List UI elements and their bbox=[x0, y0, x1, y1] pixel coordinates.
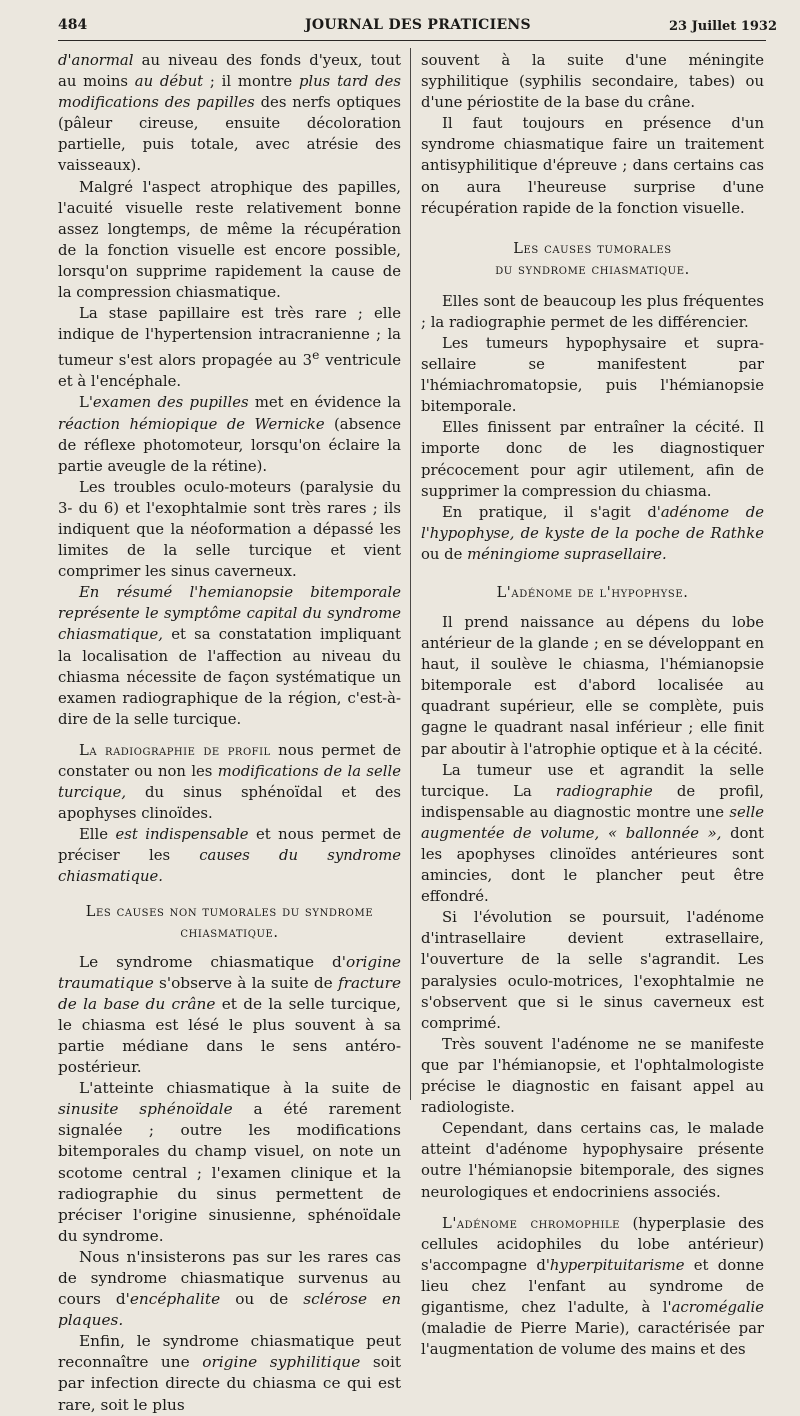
page-number: 484 bbox=[58, 17, 88, 33]
inline-heading: La radiographie de profil bbox=[79, 741, 271, 759]
paragraph: Les troubles oculo-moteurs (paralysie du 3- du 6) et l'exophtalmie sont très rares ; ils indiquent que la néoformation a dépassé les limites de la selle turcique et vient comprimer les sinus caverneux. bbox=[58, 478, 401, 581]
paragraph: Elles finissent par entraîner la cécité. Il importe donc de les diagnostiquer précocement pour agir utilement, afin de supprimer la compression du chiasma. bbox=[421, 419, 764, 500]
column-divider bbox=[410, 48, 411, 1100]
paragraph: Malgré l'aspect atrophique des papilles, l'acuité visuelle reste relativement bonne assez longtemps, de même la récupération de la fonction visuelle est encore possible, lorsqu'on supprime rapidement la cause de la compression chiasmatique. bbox=[58, 178, 401, 302]
paragraph: L'examen des pupilles met en évidence la réaction hémiopique de Wernicke (absence de réflexe photomoteur, lorsqu'on éclaire la partie aveugle de la rétine). bbox=[58, 394, 401, 475]
paragraph: Si l'évolution se poursuit, l'adénome d'intrasellaire devient extrasellaire, l'ouverture de la selle s'agrandit. Les paralysies oculo-motrices, l'exophtalmie ne s'observent que si le sinus caverneux est comprimé. bbox=[421, 909, 764, 1032]
paragraph: Cependant, dans certains cas, le malade atteint d'adénome hypophysaire présente outre l'hémianopsie bitemporale, des signes neurologiques et endocriniens associés. bbox=[421, 1120, 764, 1201]
paragraph: La radiographie de profil nous permet de constater ou non les modifications de la selle turcique, du sinus sphénoïdal et des apophyses clinoïdes. bbox=[58, 741, 401, 823]
inline-heading: L'adénome chromophile bbox=[442, 1214, 620, 1232]
paragraph: Il prend naissance au dépens du lobe antérieur de la glande ; en se développant en haut, il soulève le chiasma, l'hémianopsie bitemporale est d'abord localisée au quadrant supérieur, elle se complète, puis gagne le quadrant nasal inférieur ; elle finit par aboutir à l'atrophie optique et à la cécité. bbox=[421, 613, 764, 758]
paragraph: Le syndrome chiasmatique d'origine traumatique s'observe à la suite de fracture de la base du crâne et de la selle turcique, le chiasma est lésé le plus souvent à sa partie médiane dans le sens antéro-postérieur. bbox=[58, 952, 401, 1077]
header-rule bbox=[58, 40, 766, 41]
paragraph: La tumeur use et agrandit la selle turcique. La radiographie de profil, indispensable au diagnostic montre une selle augmentée de volume, « ballonnée », dont les apophyses clinoïdes antérieures sont amincies, dont le plancher peut être effondré. bbox=[421, 761, 765, 906]
paragraph: Enfin, le syndrome chiasmatique peut reconnaître une origine syphilitique soit par infection directe du chiasma ce qui est rare, soit le plus bbox=[58, 1332, 401, 1414]
right-column bbox=[421, 50, 764, 1360]
paragraph: En résumé l'hemianopsie bitemporale représente le symptôme capital du syndrome chiasmatique, et sa constatation impliquant la localisation de l'affection au niveau du chiasma nécessite de façon systématique un examen radiographique de la région, c'est-à-dire de la selle turcique. bbox=[58, 584, 401, 728]
running-header bbox=[0, 0, 800, 40]
journal-title: JOURNAL DES PRATICIENS bbox=[305, 17, 531, 33]
paragraph: souvent à la suite d'une méningite syphilitique (syphilis secondaire, tabes) ou d'une périostite de la base du crâne. bbox=[421, 52, 764, 112]
paragraph: L'adénome chromophile (hyperplasie des cellules acidophiles du lobe antérieur) s'accompagne d'hyperpituitarisme et donne lieu chez l'enfant au syndrome de gigantisme, chez l'adulte, à l'acromégalie (maladie de Pierre Marie), caractérisée par l'augmentation de volume des mains et des bbox=[421, 1214, 764, 1359]
paragraph: Nous n'insisterons pas sur les rares cas de syndrome chiasmatique survenus au cours d'encéphalite ou de sclérose en plaques. bbox=[58, 1247, 401, 1330]
paragraph: L'atteinte chiasmatique à la suite de sinusite sphénoïdale a été rarement signalée ; outre les modifications bitemporales du champ visuel, on note un scotome central ; l'examen clinique et la radiographie du sinus permettent de préciser l'origine sinusienne, sphénoïdale du syndrome. bbox=[58, 1079, 401, 1245]
paragraph: Elles sont de beaucoup les plus fréquentes ; la radiographie permet de les différencier. bbox=[421, 292, 764, 331]
paragraph: Les tumeurs hypophysaire et supra-sellaire se manifestent par l'hémiachromatopsie, puis l'hémianopsie bitemporale. bbox=[421, 334, 764, 416]
section-heading: L'adénome de l'hypophyse. bbox=[496, 584, 689, 601]
paragraph: Il faut toujours en présence d'un syndrome chiasmatique faire un traitement antisyphilitique d'épreuve ; dans certains cas on aura l'heureuse surprise d'une récupération rapide de la fonction visuelle. bbox=[421, 115, 764, 217]
paragraph: Très souvent l'adénome ne se manifeste que par l'hémianopsie, et l'ophtalmologiste précise le diagnostic en faisant appel au radiologiste. bbox=[421, 1035, 764, 1117]
left-column bbox=[58, 50, 401, 1416]
paragraph: En pratique, il s'agit d'adénome de l'hypophyse, de kyste de la poche de Rathke ou de méningiome suprasellaire. bbox=[421, 503, 764, 563]
section-heading: Les causes tumorales du syndrome chiasmatique. bbox=[495, 240, 690, 278]
paragraph: d'anormal au niveau des fonds d'yeux, tout au moins au début ; il montre plus tard des modifications des papilles des nerfs optiques (pâleur cireuse, ensuite décoloration partielle, puis totale, avec atrésie des vaisseaux). bbox=[58, 52, 402, 175]
section-heading: Les causes non tumorales du syndrome chiasmatique. bbox=[85, 903, 374, 941]
paragraph: La stase papillaire est très rare ; elle indique de l'hypertension intracranienne ; la tumeur s'est alors propagée au 3e ventricule et à l'encéphale. bbox=[58, 305, 401, 391]
paragraph: Elle est indispensable et nous permet de préciser les causes du syndrome chiasmatique. bbox=[58, 826, 401, 886]
issue-date: 23 Juillet 1932 bbox=[669, 19, 778, 34]
